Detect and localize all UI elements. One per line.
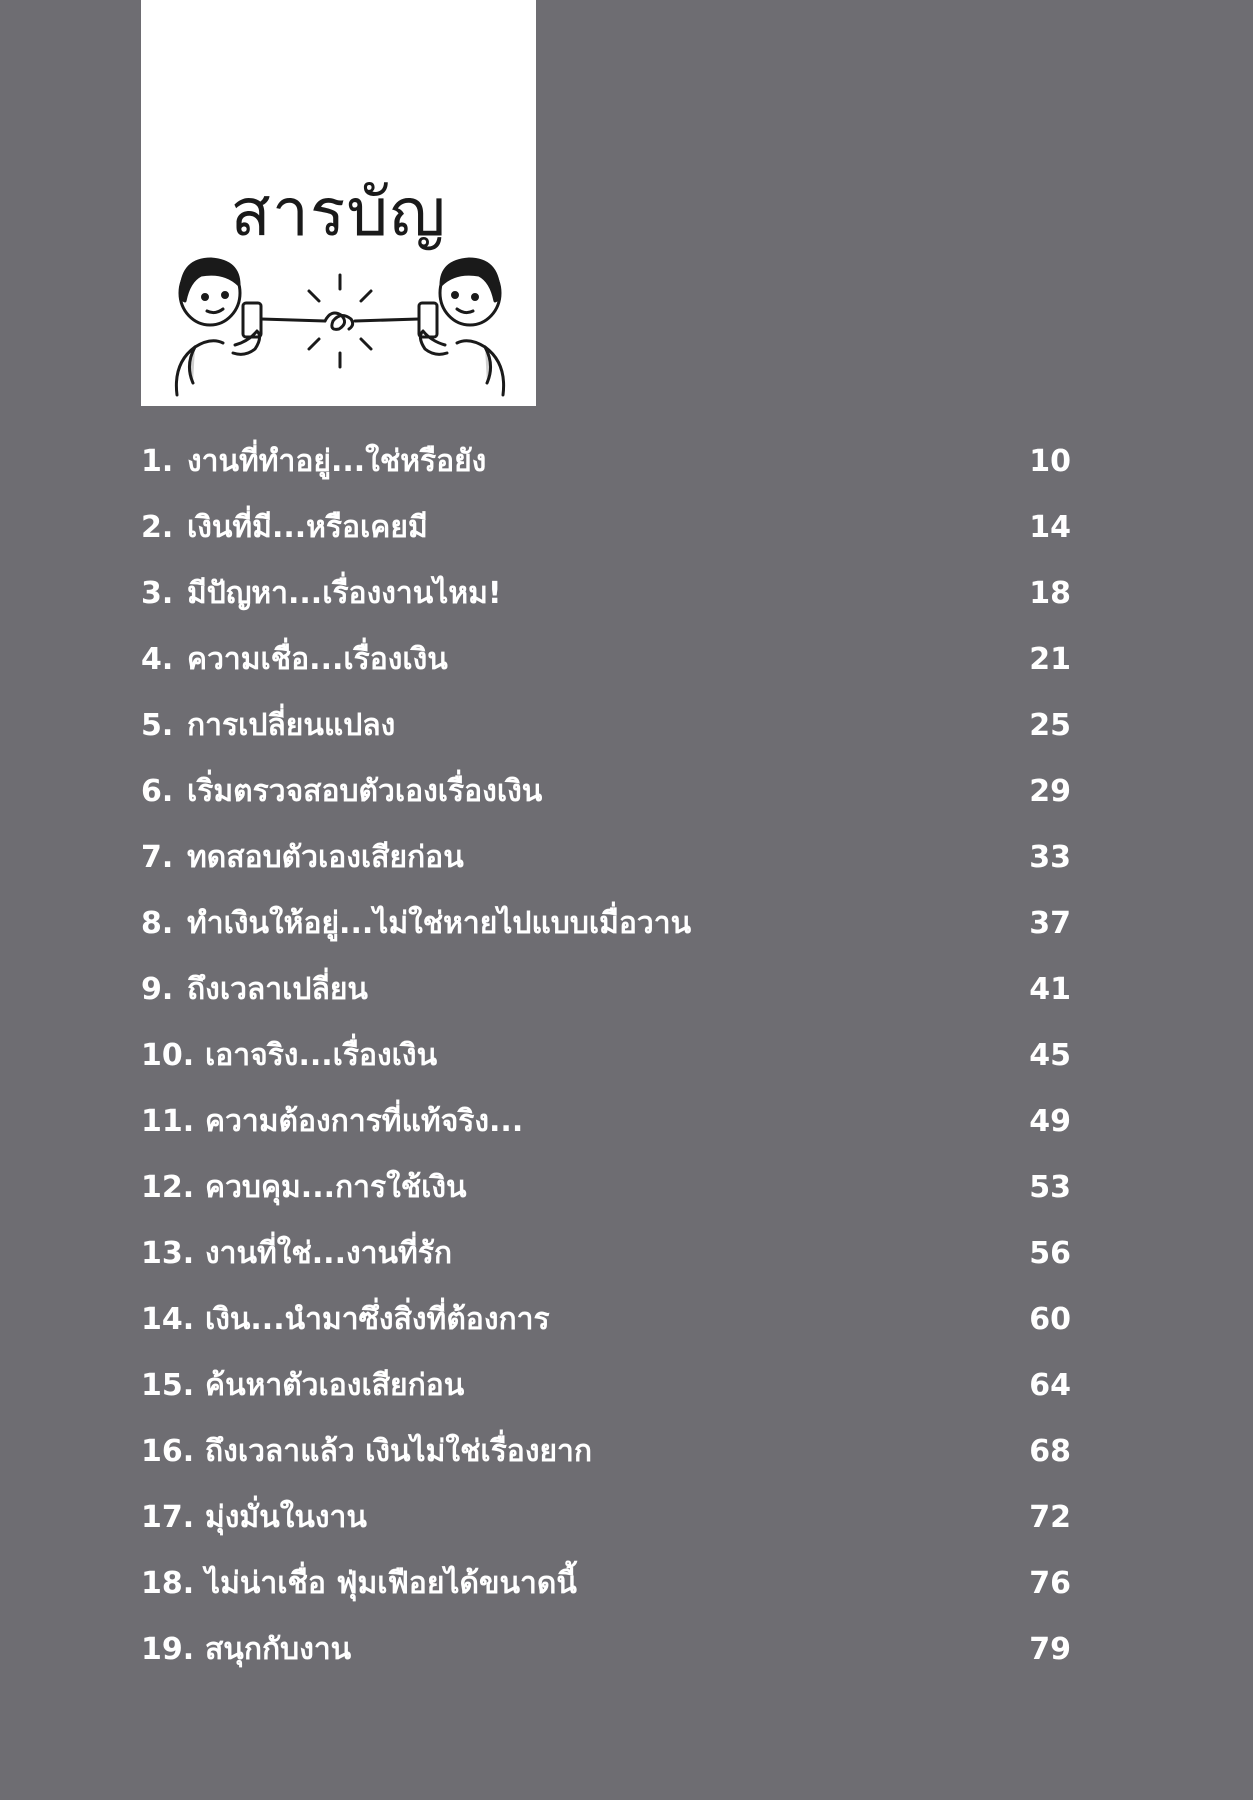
toc-entry-title: มุ่งมั่นในงาน (205, 1499, 367, 1535)
toc-entry[interactable] (141, 1550, 1071, 1616)
toc-entry[interactable] (141, 626, 1071, 692)
toc-entry[interactable] (141, 758, 1071, 824)
toc-entry-page-number: 79 (1029, 1631, 1071, 1667)
toc-entry-number: 15. (141, 1367, 195, 1403)
toc-entry[interactable] (141, 560, 1071, 626)
toc-entry-page-number: 21 (1029, 641, 1071, 677)
toc-entry-title: เอาจริง...เรื่องเงิน (205, 1037, 438, 1073)
toc-entry-number: 16. (141, 1433, 195, 1469)
toc-entry-page-number: 68 (1029, 1433, 1071, 1469)
toc-entry-title: ความเชื่อ...เรื่องเงิน (187, 641, 448, 677)
toc-entry-title: การเปลี่ยนแปลง (187, 707, 396, 743)
toc-entry-number: 5. (141, 707, 174, 743)
toc-entry-title: เริ่มตรวจสอบตัวเองเรื่องเงิน (187, 773, 543, 809)
toc-entry-number: 1. (141, 443, 174, 479)
toc-entry-number: 8. (141, 905, 174, 941)
toc-entry-number: 9. (141, 971, 174, 1007)
toc-entry-page-number: 56 (1029, 1235, 1071, 1271)
toc-entry[interactable] (141, 1088, 1071, 1154)
two-people-phones-illustration (165, 245, 515, 400)
toc-entry-title: เงินที่มี...หรือเคยมี (187, 509, 428, 545)
toc-entry-page-number: 49 (1029, 1103, 1071, 1139)
title-panel (141, 0, 536, 406)
toc-entry-page-number: 33 (1029, 839, 1071, 875)
toc-entry-number: 6. (141, 773, 174, 809)
toc-entry[interactable] (141, 1418, 1071, 1484)
toc-entry-title: ทำเงินให้อยู่...ไม่ใช่หายไปแบบเมื่อวาน (187, 905, 692, 941)
toc-entry[interactable] (141, 1616, 1071, 1682)
toc-entry[interactable] (141, 1286, 1071, 1352)
toc-entry-page-number: 37 (1029, 905, 1071, 941)
toc-entry[interactable] (141, 494, 1071, 560)
toc-entry-page-number: 53 (1029, 1169, 1071, 1205)
toc-entry[interactable] (141, 1220, 1071, 1286)
toc-entry[interactable] (141, 1154, 1071, 1220)
toc-entry-number: 4. (141, 641, 174, 677)
toc-entry-title: ค้นหาตัวเองเสียก่อน (205, 1367, 465, 1403)
toc-entry-page-number: 14 (1029, 509, 1071, 545)
toc-entry-title: ความต้องการที่แท้จริง... (205, 1103, 524, 1139)
toc-entry[interactable] (141, 956, 1071, 1022)
toc-entry[interactable] (141, 1022, 1071, 1088)
toc-entry-title: ไม่น่าเชื่อ ฟุ่มเฟือยได้ขนาดนี้ (205, 1565, 577, 1601)
toc-entry-number: 17. (141, 1499, 195, 1535)
toc-entry-page-number: 64 (1029, 1367, 1071, 1403)
toc-entry-title: ถึงเวลาแล้ว เงินไม่ใช่เรื่องยาก (205, 1433, 593, 1469)
toc-entry-number: 7. (141, 839, 174, 875)
toc-entry[interactable] (141, 1352, 1071, 1418)
toc-entry-title: เงิน...นำมาซึ่งสิ่งที่ต้องการ (205, 1301, 550, 1337)
toc-entry-page-number: 18 (1029, 575, 1071, 611)
toc-entry-title: งานที่ทำอยู่...ใช่หรือยัง (187, 443, 487, 479)
toc-entry[interactable] (141, 428, 1071, 494)
toc-entry-page-number: 76 (1029, 1565, 1071, 1601)
page-title: สารบัญ (230, 174, 447, 251)
toc-entry-number: 2. (141, 509, 174, 545)
toc-entry-page-number: 60 (1029, 1301, 1071, 1337)
toc-entry-title: มีปัญหา...เรื่องงานไหม! (187, 575, 502, 611)
toc-entry-number: 3. (141, 575, 174, 611)
toc-entry-title: ควบคุม...การใช้เงิน (205, 1169, 467, 1205)
toc-entry-page-number: 41 (1029, 971, 1071, 1007)
toc-entry-number: 19. (141, 1631, 195, 1667)
toc-entry-number: 12. (141, 1169, 195, 1205)
toc-entry-title: สนุกกับงาน (205, 1631, 352, 1667)
toc-entry[interactable] (141, 824, 1071, 890)
toc-entry-title: ทดสอบตัวเองเสียก่อน (187, 839, 464, 875)
toc-entry-page-number: 25 (1029, 707, 1071, 743)
toc-entry-page-number: 45 (1029, 1037, 1071, 1073)
toc-entry[interactable] (141, 1484, 1071, 1550)
toc-entry[interactable] (141, 692, 1071, 758)
toc-entry-page-number: 10 (1029, 443, 1071, 479)
toc-entry-title: ถึงเวลาเปลี่ยน (187, 971, 368, 1007)
toc-entry-page-number: 72 (1029, 1499, 1071, 1535)
toc-entry-number: 10. (141, 1037, 195, 1073)
toc-entry-number: 18. (141, 1565, 195, 1601)
toc-entry-number: 14. (141, 1301, 195, 1337)
toc-entry-page-number: 29 (1029, 773, 1071, 809)
toc-entry-number: 13. (141, 1235, 195, 1271)
table-of-contents (141, 428, 1071, 1682)
toc-entry[interactable] (141, 890, 1071, 956)
toc-entry-number: 11. (141, 1103, 195, 1139)
toc-entry-title: งานที่ใช่...งานที่รัก (205, 1235, 453, 1271)
